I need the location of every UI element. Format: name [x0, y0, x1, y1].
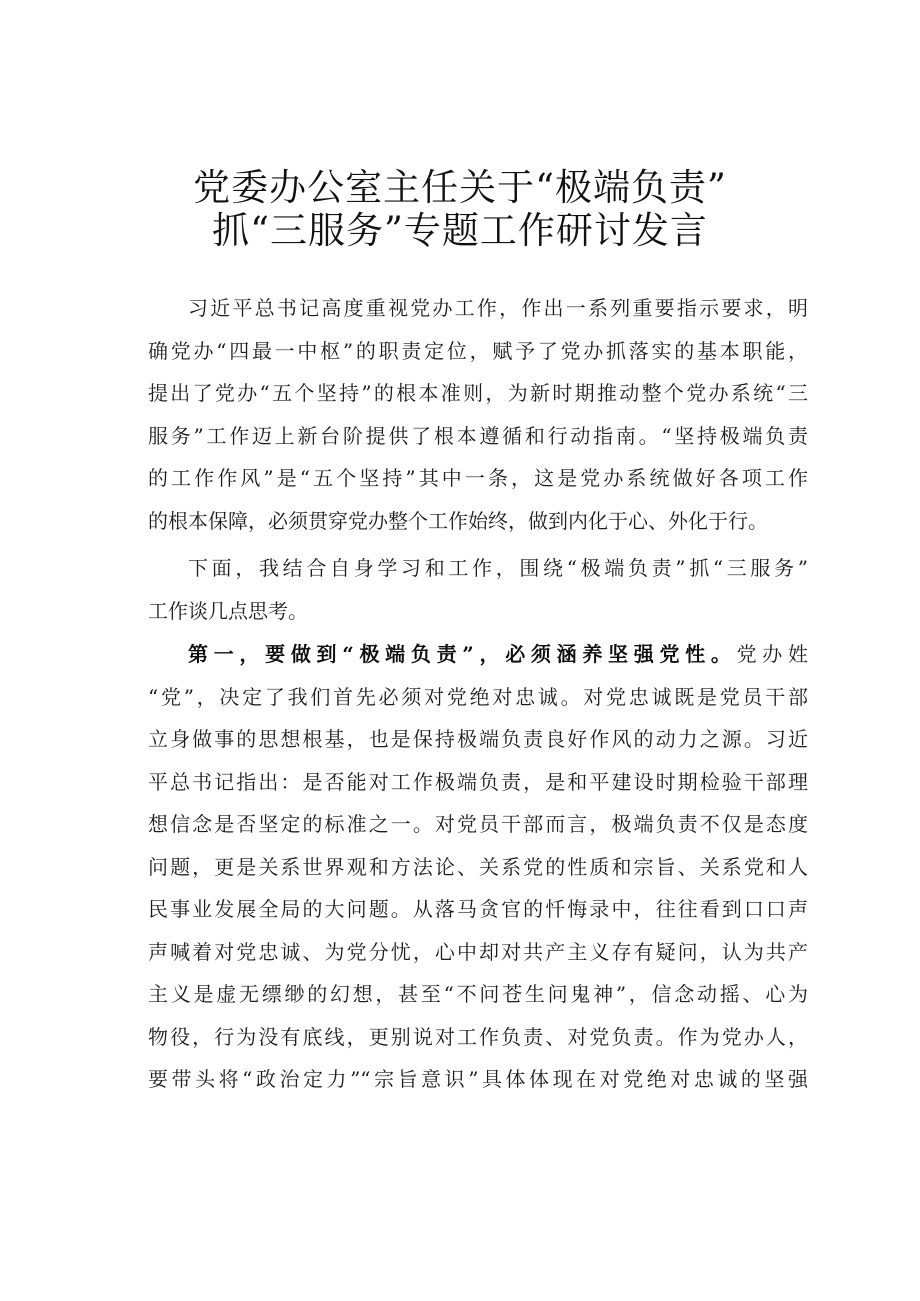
paragraph-section-one — [148, 633, 808, 1101]
text-line: 提出了党办“五个坚持”的根本准则，为新时期推动整个党办系统“三 — [148, 381, 808, 405]
text-line: 平总书记指出：是否能对工作极端负责，是和平建设时期检验干部理 — [148, 769, 808, 794]
text-line: 想信念是否坚定的标准之一。对党员干部而言，极端负责不仅是态度 — [148, 812, 808, 836]
text-line: 立身做事的思想根基，也是保持极端负责良好作风的动力之源。习近 — [148, 727, 808, 751]
text-line: 民事业发展全局的大问题。从落马贪官的忏悔录中，往往看到口口声 — [148, 897, 808, 921]
paragraph-intro — [148, 287, 808, 542]
document-title-line-1: 党委办公室主任关于“极端负责” — [193, 166, 727, 209]
text-line: 下面，我结合自身学习和工作，围绕“极端负责”抓“三服务” — [188, 556, 808, 580]
text-line: 习近平总书记高度重视党办工作，作出一系列重要指示要求，明 — [188, 296, 808, 320]
text-line: 主义是虚无缥缈的幻想，甚至“不问苍生问鬼神”，信念动摇、心为 — [148, 982, 808, 1006]
text-line: “党”，决定了我们首先必须对党绝对忠诚。对党忠诚既是党员干部 — [148, 684, 808, 709]
text-line: 服务”工作迈上新台阶提供了根本遵循和行动指南。“坚持极端负责 — [148, 423, 808, 448]
text-line: 声喊着对党忠诚、为党分忧，心中却对共产主义存有疑问，认为共产 — [148, 939, 808, 964]
paragraph-transition — [148, 547, 808, 632]
text-line: 问题，更是关系世界观和方法论、关系党的性质和宗旨、关系党和人 — [148, 854, 808, 879]
text-line: 要带头将“政治定力”“宗旨意识”具体体现在对党绝对忠诚的坚强 — [148, 1067, 808, 1091]
text-line: 工作谈几点思考。 — [148, 598, 308, 623]
section-heading: 第一，要做到“极端负责”，必须涵养坚强党性。 — [188, 642, 737, 666]
document-title-line-2: 抓“三服务”专题工作研讨发言 — [212, 209, 708, 252]
text-line-with-heading — [148, 633, 808, 676]
text-line: 物役，行为没有底线，更别说对工作负责、对党负责。作为党办人， — [148, 1024, 808, 1049]
text-fragment: 党办姓 — [736, 642, 808, 666]
text-line: 的根本保障，必须贯穿党办整个工作始终，做到内化于心、外化于行。 — [148, 508, 768, 533]
text-line: 确党办“四最一中枢”的职责定位，赋予了党办抓落实的基本职能， — [148, 338, 808, 363]
text-line: 的工作作风”是“五个坚持”其中一条，这是党办系统做好各项工作 — [148, 466, 808, 490]
